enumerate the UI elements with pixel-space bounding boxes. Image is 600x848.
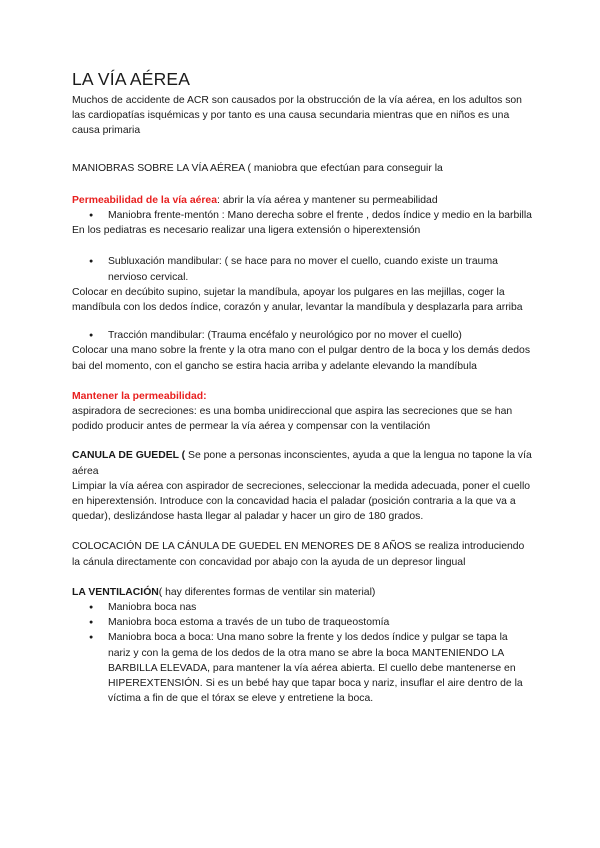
ventilacion-label: LA VENTILACIÓN [72,586,159,598]
list-item-traccion: ● Tracción mandibular: (Trauma encéfalo y neurológico por no mover el cuello) [108,328,532,343]
permeabilidad-label: Permeabilidad de la vía aérea [72,194,217,206]
canula-paragraph [72,448,532,478]
document-page [72,68,532,707]
subluxacion-description: Colocar en decúbito supino, sujetar la mandíbula, apoyar los pulgares en las mejillas, coger la mandíbula con los dedos índice, corazón y anular, levantar la mandíbula y desplazarla para arriba [72,286,523,314]
canula-description: Limpiar la vía aérea con aspirador de secreciones, seleccionar la medida adecuada, poner el cuello en hiperextensión. Introduce con la concavidad hacia el paladar (posición contraria a la que va a quedar), deslizándose hasta llegar al paladar y hacer un giro de 180 grados. [72,480,531,523]
maniobras-heading: MANIOBRAS SOBRE LA VÍA AÉREA ( maniobra que efectúan para conseguir la [72,162,443,174]
permeabilidad-list-1 [72,208,532,223]
canula-label: CANULA DE GUEDEL ( [72,450,186,462]
list-item-boca-nas: ● Maniobra boca nas [108,600,532,615]
permeabilidad-list-3 [72,328,532,343]
traccion-description: Colocar una mano sobre la frente y la otra mano con el pulgar dentro de la boca y los demás dedos bai del momento, con el gancho se estira hacia arriba y adelante elevando la mandíbula [72,345,531,372]
ventilacion-text: ( hay diferentes formas de ventilar sin material) [158,586,376,598]
mantener-text: aspiradora de secreciones: es una bomba unidireccional que aspira las secreciones que se han podido producir antes de permear la vía aérea y compensar con la ventilación [72,406,513,433]
intro-paragraph: Muchos de accidente de ACR son causados por la obstrucción de la vía aérea, en los adultos son las cardiopatías isquémicas y por tanto es una causa secundaria mientras que en niños es una causa primaria [72,95,522,137]
page-title: LA VÍA AÉREA [72,69,191,89]
list-item-subluxacion: ● Subluxación mandibular: ( se hace para no mover el cuello, cuando existe un trauma nervioso cervical. [108,254,532,284]
list-item-frente-menton: ● Maniobra frente-mentón : Mano derecha sobre el frente , dedos índice y medio en la barbilla [108,208,532,223]
mantener-label: Mantener la permeabilidad: [72,390,207,402]
permeabilidad-paragraph [72,193,532,208]
pediatras-paragraph: En los pediatras es necesario realizar una ligera extensión o hiperextensión [72,225,421,237]
permeabilidad-list-2 [72,254,532,284]
ventilacion-list [72,600,532,706]
list-item-boca-a-boca: ● Maniobra boca a boca: Una mano sobre la frente y los dedos índice y pulgar se tapa la nariz y con la gema de los dedos de la otra mano se abre la boca MANTENIENDO LA BARBILLA ELEVADA, para mantener la vía aérea abierta. El cuello debe mantenerse en HIPEREXTENSIÓN. Si es un bebé hay que tapar boca y nariz, insuflar el aire dentro de la víctima a fin de que el tórax se eleve y entretiene la boca. [108,630,532,706]
permeabilidad-text: : abrir la vía aérea y mantener su permeabilidad [216,194,438,206]
ventilacion-paragraph [72,585,532,600]
colocacion-paragraph: COLOCACIÓN DE LA CÁNULA DE GUEDEL EN MENORES DE 8 AÑOS se realiza introduciendo la cánula directamente con concavidad por abajo con la ayuda de un depresor lingual [72,541,525,568]
canula-text: Se pone a personas inconscientes, ayuda a que la lengua no tapone la vía aérea [72,450,532,477]
list-item-boca-estoma: ● Maniobra boca estoma a través de un tubo de traqueostomía [108,615,532,630]
